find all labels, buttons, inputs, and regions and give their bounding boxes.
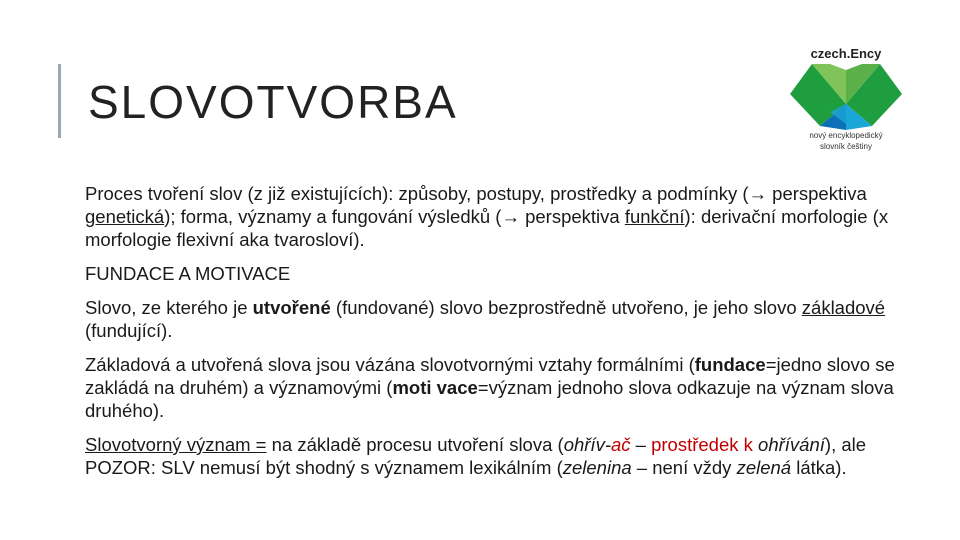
paragraph-definition: Proces tvoření slov (z již existujících): způsoby, postupy, prostředky a podmínky (→ perspektiva genetická); forma, významy a fungování výsledků (→ perspektiva funkční): derivační morfologie (x morfologie flexivní aka tvarosloví). — [85, 183, 889, 250]
paragraph-slovotvorny-vyznam: Slovotvorný význam = na základě procesu utvoření slova (ohřív-ač – prostředek k ohřívání), ale POZOR: SLV nemusí být shodný s významem lexikálním (zelenina – není vždy zelená látka). — [85, 434, 867, 478]
term-geneticka: genetická — [85, 206, 165, 227]
czechency-logo — [786, 42, 906, 158]
paragraph-utvorene: Slovo, ze kterého je utvořené (fundované) slovo bezprostředně utvořeno, je jeho slovo základové (fundující). — [85, 297, 886, 341]
logo-subtitle-line2: slovník češtiny — [819, 142, 873, 151]
paragraph-heading-fundace: FUNDACE A MOTIVACE — [85, 263, 291, 284]
book-logo-icon — [790, 64, 902, 130]
title-accent-bar — [58, 64, 61, 138]
logo-subtitle-line1: nový encyklopedický — [809, 131, 883, 140]
slide-title: SLOVOTVORBA — [88, 76, 458, 128]
term-funkcni: funkční — [624, 206, 685, 227]
term-utvorene: utvořené — [252, 297, 331, 318]
term-fundace: fundace — [694, 354, 766, 375]
term-zakladove: základové — [801, 297, 886, 318]
term-motivace: moti vace — [392, 377, 478, 398]
term-slovotvorny-vyznam: Slovotvorný význam = — [85, 434, 267, 455]
slide-content — [85, 182, 905, 490]
paragraph-vztahy: Základová a utvořená slova jsou vázána slovotvornými vztahy formálními (fundace=jedno slovo se zakládá na druhém) a významovými (moti vace=význam jednoho slova odkazuje na význam slova druhého). — [85, 354, 895, 421]
logo-subtitle — [786, 130, 906, 152]
logo-name: czech.Ency — [810, 46, 882, 61]
